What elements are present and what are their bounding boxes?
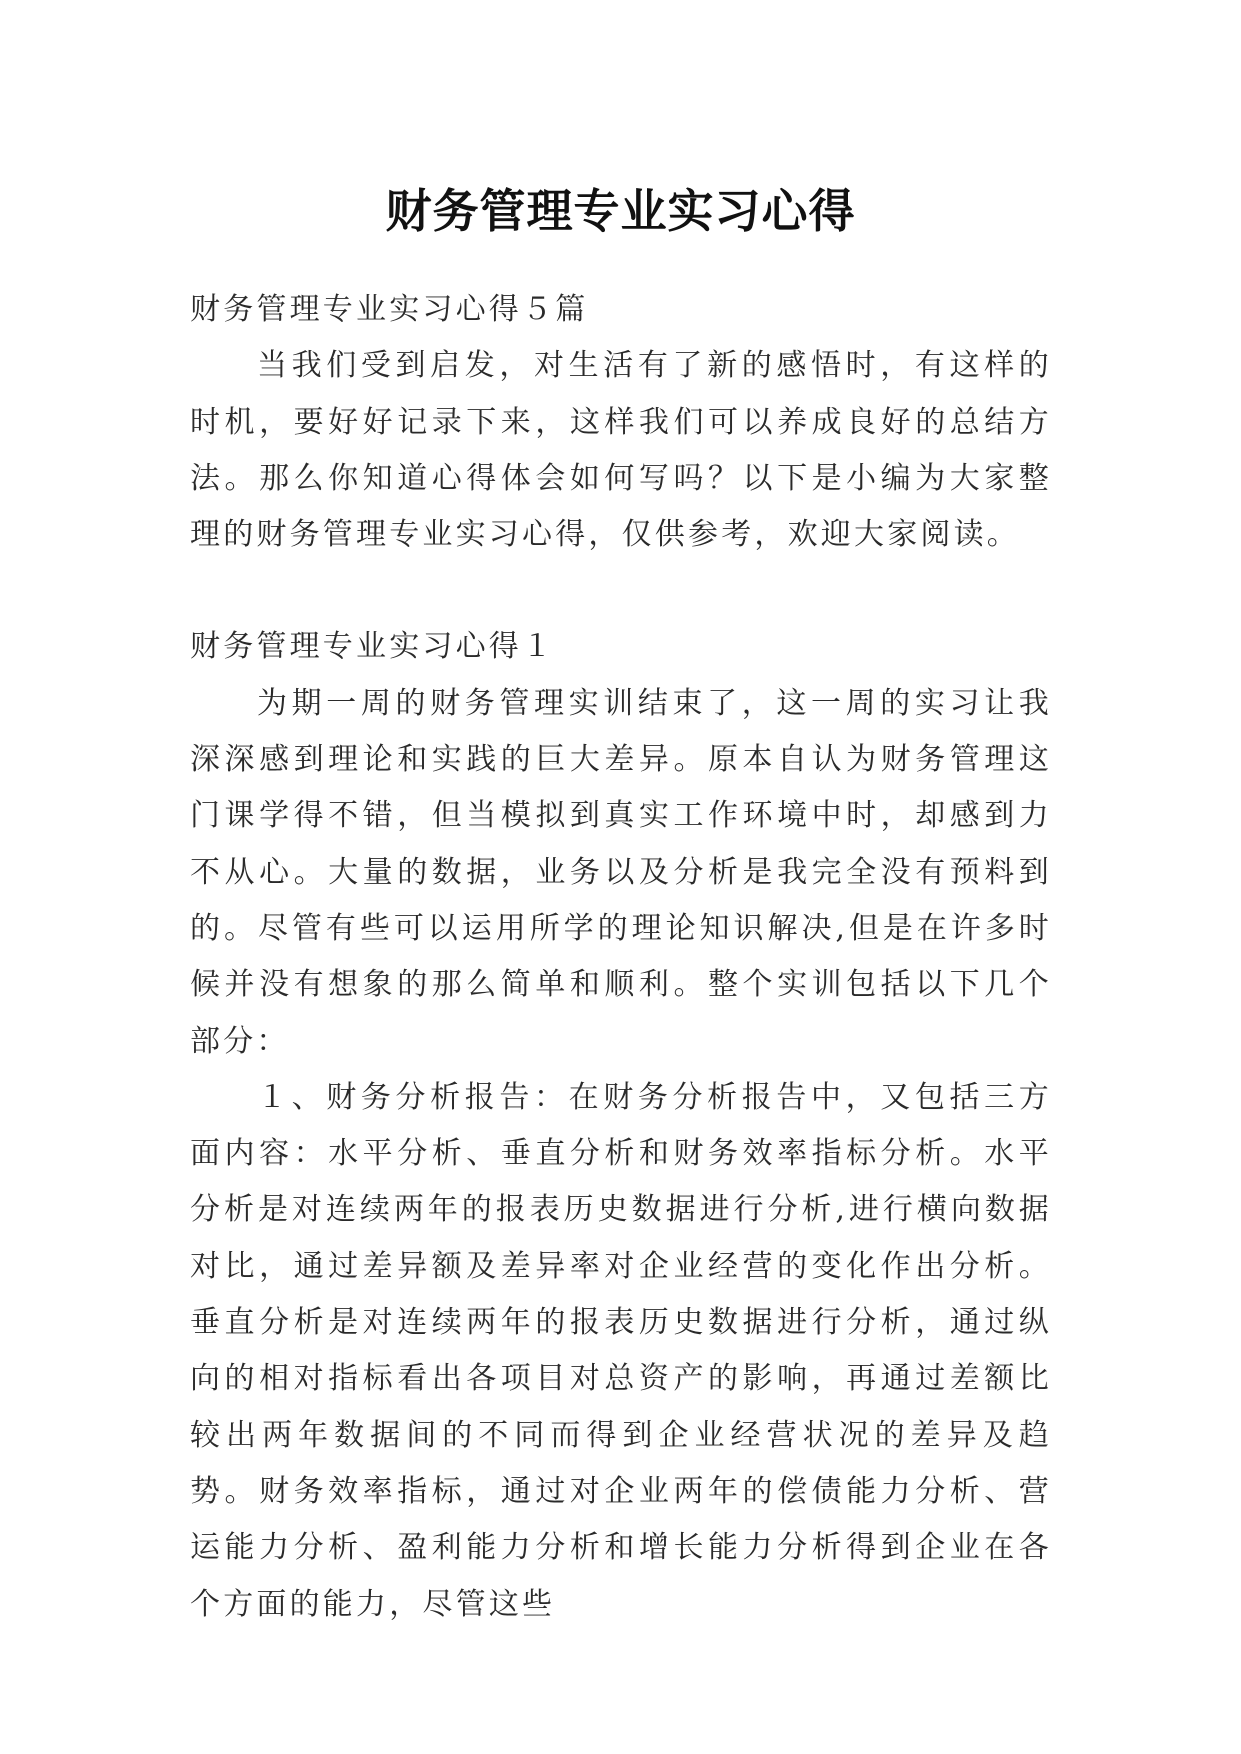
document-body bbox=[190, 282, 1052, 1633]
body-paragraph: １、财务分析报告：在财务分析报告中，又包括三方面内容：水平分析、垂直分析和财务效率指标分析。水平分析是对连续两年的报表历史数据进行分析,进行横向数据对比，通过差异额及差异率对企业经营的变化作出分析。垂直分析是对连续两年的报表历史数据进行分析，通过纵向的相对指标看出各项目对总资产的影响，再通过差额比较出两年数据间的不同而得到企业经营状况的差异及趋势。财务效率指标，通过对企业两年的偿债能力分析、营运能力分析、盈利能力分析和增长能力分析得到企业在各个方面的能力，尽管这些 bbox=[190, 1079, 1052, 1622]
body-paragraph: 为期一周的财务管理实训结束了，这一周的实习让我深深感到理论和实践的巨大差异。原本自认为财务管理这门课学得不错，但当模拟到真实工作环境中时，却感到力不从心。大量的数据，业务以及分析是我完全没有预料到的。尽管有些可以运用所学的理论知识解决,但是在许多时候并没有想象的那么简单和顺利。整个实训包括以下几个部分： bbox=[190, 685, 1052, 1059]
document-title: 财务管理专业实习心得 bbox=[385, 183, 856, 238]
intro-paragraph: 当我们受到启发，对生活有了新的感悟时，有这样的时机，要好好记录下来，这样我们可以养成良好的总结方法。那么你知道心得体会如何写吗？以下是小编为大家整理的财务管理专业实习心得，仅供参考，欢迎大家阅读。 bbox=[190, 348, 1052, 553]
subtitle: 财务管理专业实习心得５篇 bbox=[190, 292, 589, 327]
paragraph-gap bbox=[190, 563, 1052, 619]
section-heading-1: 财务管理专业实习心得１ bbox=[190, 629, 556, 665]
